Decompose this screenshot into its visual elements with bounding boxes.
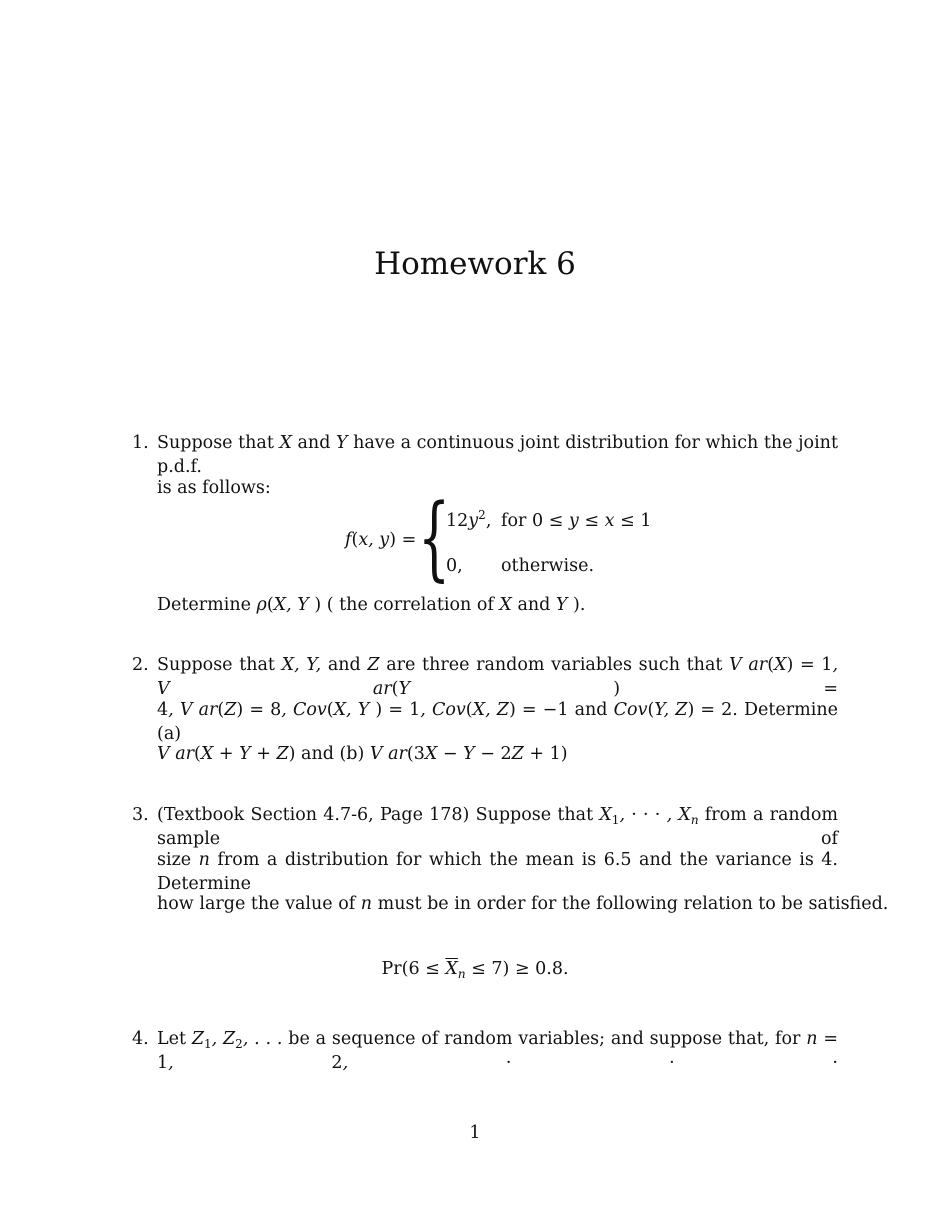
problem-3-inequality: $Pr(6 \le \overline{X}_n \le 7) \ge 0.8$. <box>381 959 569 981</box>
formula-lhs: f(x, y) = <box>345 530 417 550</box>
formula-case2-value: 0, <box>446 556 463 576</box>
problem-3-line-3: how large the value of n must be in order for the following relation to be satisfied. <box>157 894 889 914</box>
problem-1-line-2: is as follows: <box>157 478 271 498</box>
document-title: Homework 6 <box>374 246 576 282</box>
problem-2-line-1: Suppose that X, Y, and Z are three random variables such that V ar(X) = 1, V ar(Y ) = <box>157 655 839 699</box>
problem-3-line-2: size n from a distribution for which the mean is 6.5 and the variance is 4. Determine <box>157 850 838 894</box>
formula-case2-condition: otherwise. <box>501 556 595 576</box>
formula-case1-value: $12y^2$, <box>446 508 492 531</box>
problem-2-line-2: 4, V ar(Z) = 8, Cov(X, Y ) = 1, Cov(X, Z) = −1 and Cov(Y, Z) = 2. Determine (a) <box>157 700 838 744</box>
left-brace: { <box>418 484 451 591</box>
problem-1-line-1: Suppose that X and Y have a continuous joint distribution for which the joint p.d.f. <box>157 433 838 477</box>
problem-2-line-3: V ar(X + Y + Z) and (b) V ar(3X − Y − 2Z + 1) <box>157 744 568 764</box>
problem-3-number: 3. <box>132 805 149 825</box>
problem-4-number: 4. <box>132 1029 149 1049</box>
problem-1-question: Determine ρ(X, Y ) ( the correlation of X and Y ). <box>157 595 586 615</box>
problem-3-line-1: (Textbook Section 4.7-6, Page 178) Suppose that $X_1$, · · · , $X_n$ from a random sample of <box>157 805 838 849</box>
formula-case1-condition: for 0 ≤ y ≤ x ≤ 1 <box>501 511 652 531</box>
page-number: 1 <box>469 1123 481 1143</box>
problem-4-line-1: Let $Z_1$, $Z_2$, . . . be a sequence of random variables; and suppose that, for n = 1, 2, · · · <box>157 1029 838 1073</box>
problem-1-number: 1. <box>132 433 149 453</box>
problem-2-number: 2. <box>132 655 149 675</box>
